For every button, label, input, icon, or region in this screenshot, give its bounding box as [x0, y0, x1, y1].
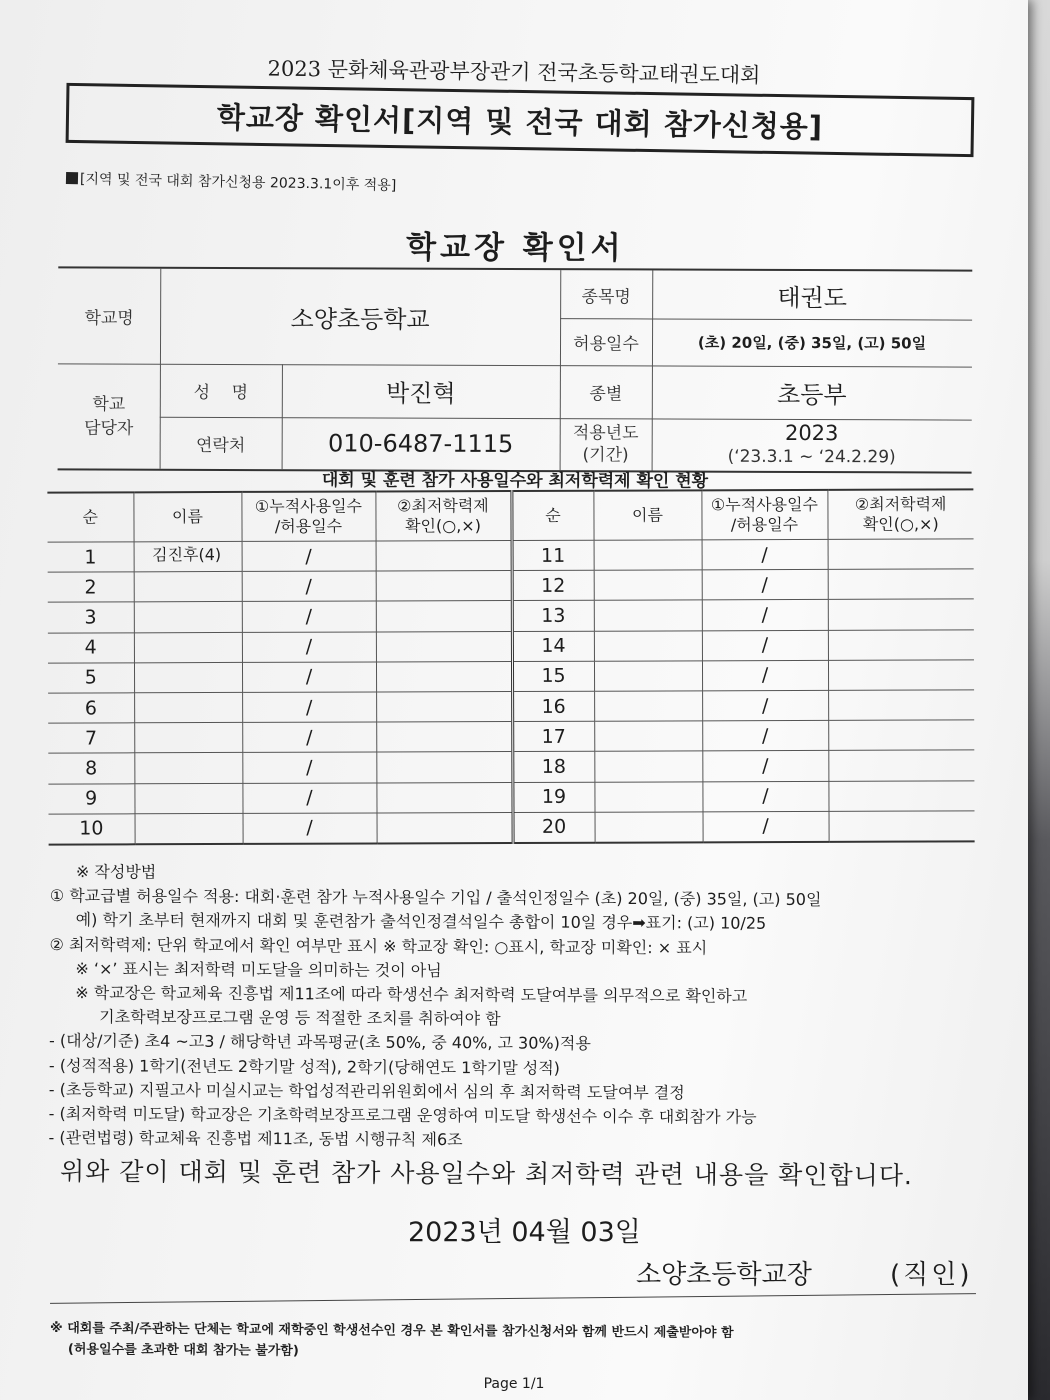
row-number: 10: [49, 814, 135, 845]
official-stamp-label: (직인): [890, 1260, 973, 1290]
year-value-cell: [652, 418, 972, 471]
boxed-title: 학교장 확인서[지역 및 전국 대회 참가신청용]: [66, 83, 975, 157]
year-label-line1: 적용년도: [572, 423, 639, 444]
table-row: [48, 599, 974, 632]
table-row: [48, 720, 974, 753]
header-acad-right: [827, 489, 973, 539]
header-name: 이름: [133, 492, 241, 542]
division-label: 종별: [589, 384, 623, 405]
header-acad-right-line1: ②최저학력제: [854, 494, 947, 514]
academic-check-cell: [376, 752, 512, 783]
days-used-cell: /: [702, 630, 828, 661]
info-grid: [58, 266, 973, 473]
note-line: ※ 학교장은 학교체육 진흥법 제11조에 따라 학생선수 최저학력 도달여부를 의무적으로 확인하고: [75, 983, 748, 1006]
table-row: [49, 811, 975, 845]
academic-check-cell: [376, 631, 512, 662]
athlete-name: [134, 783, 242, 814]
academic-check-cell: [828, 720, 974, 751]
academic-check-cell: [828, 629, 974, 660]
row-number: 12: [512, 570, 594, 600]
athlete-name: [594, 781, 702, 812]
athlete-name: [134, 602, 242, 633]
days-used-cell: /: [702, 600, 828, 631]
row-number: 9: [48, 783, 134, 813]
days-used-cell: /: [242, 632, 376, 663]
writing-instructions: [48, 860, 980, 1155]
athlete-name: [594, 721, 702, 752]
confirmation-statement: 위와 같이 대회 및 훈련 참가 사용일수와 최저학력 관련 내용을 확인합니다.: [59, 1156, 913, 1191]
division-value: 초등부: [777, 380, 847, 410]
academic-check-cell: [828, 690, 974, 721]
days-used-cell: /: [242, 782, 376, 813]
days-used-cell: /: [242, 752, 376, 783]
sub-note-text: [지역 및 전국 대회 참가신청용 2023.3.1이후 적용]: [79, 171, 397, 194]
divider: [50, 1293, 976, 1304]
notes-heading: ※ 작성방법: [75, 862, 157, 882]
academic-check-cell: [376, 722, 512, 753]
contact-label-line2: 담당자: [84, 417, 134, 439]
contact-label: [58, 363, 160, 468]
name-value: 박진혁: [386, 379, 456, 408]
header-days-right: [701, 490, 827, 540]
athlete-name: [594, 751, 702, 782]
table-row: [48, 750, 974, 783]
year-label-line2: (기간): [582, 445, 629, 466]
header-days-right-line1: ①누적사용일수: [710, 494, 819, 515]
athlete-name: [134, 723, 242, 754]
issue-date: 2023년 04월 03일: [408, 1217, 641, 1248]
row-number: 17: [512, 721, 594, 751]
athlete-name: [134, 753, 242, 784]
days-used-cell: /: [702, 539, 828, 570]
roster-header-row: [47, 489, 973, 542]
sport-label: 종목명: [581, 286, 631, 307]
page-number: Page 1/1: [483, 1376, 545, 1392]
row-number: 4: [48, 632, 134, 662]
days-used-cell: /: [242, 601, 376, 632]
athlete-name: [595, 812, 703, 843]
academic-check-cell: [828, 599, 974, 630]
days-used-cell: /: [702, 751, 828, 782]
row-number: 15: [512, 661, 594, 691]
athlete-name: [594, 600, 702, 631]
athlete-name: [134, 692, 242, 723]
academic-check-cell: [828, 780, 974, 811]
header-days-line1: ①누적사용일수: [254, 496, 363, 516]
academic-check-cell: [828, 660, 974, 691]
note-line: - (대상/기준) 초4 ~고3 / 해당학년 과목평균(초 50%, 중 40%, 고 30%)적용: [49, 1031, 591, 1054]
athlete-name: [594, 570, 702, 601]
row-number: 5: [48, 663, 134, 693]
row-number: 20: [513, 812, 595, 843]
note-line: - (관련법령) 학교체육 진흥법 제11조, 동법 시행규칙 제6조: [48, 1128, 463, 1150]
row-number: 3: [48, 602, 134, 632]
row-number: 1: [48, 542, 134, 572]
academic-check-cell: [828, 750, 974, 781]
header-days-right-line2: /허용일수: [730, 514, 799, 535]
phone-label: 연락처: [195, 435, 246, 456]
sub-note: [66, 168, 397, 195]
table-row: [48, 660, 974, 693]
academic-check-cell: [376, 691, 512, 722]
header-name-right: 이름: [593, 490, 701, 540]
days-used-cell: /: [702, 721, 828, 752]
header-acad: [375, 491, 511, 541]
row-number: 13: [512, 601, 594, 631]
footnote: [50, 1318, 734, 1365]
note-line: 예) 학기 초부터 현재까지 대회 및 훈련참가 출석인정결석일수 총합이 10일 경우➡표기: (고) 10/25: [75, 910, 767, 934]
academic-check-cell: [828, 539, 974, 570]
academic-check-cell: [377, 812, 513, 843]
note-line: 기초학력보장프로그램 운영 등 적절한 조치를 취하여야 함: [99, 1007, 501, 1029]
row-number: 11: [512, 540, 594, 570]
table-row: [48, 690, 974, 723]
athlete-name: [594, 691, 702, 722]
school-label: 학교명: [84, 308, 134, 329]
athlete-name: [134, 572, 242, 603]
allowed-days-label: 허용일수: [573, 334, 639, 355]
note-line: - (최저학력 미도달) 학교장은 기초학력보장프로그램 운영하여 미도달 학생선수 이수 후 대회참가 가능: [48, 1104, 757, 1127]
days-used-cell: /: [242, 571, 376, 602]
roster-body: [48, 539, 975, 845]
note-line: ① 학교급별 허용일수 적용: 대회·훈련 참가 누적사용일수 기입 / 출석인정일수 (초) 20일, (중) 35일, (고) 50일: [49, 886, 822, 910]
header-days: [241, 491, 375, 541]
year-period: (‘23.3.1 ~ ‘24.2.29): [727, 446, 896, 468]
athlete-name: 김진후(4): [134, 541, 242, 572]
signer-title: 소양초등학교장: [636, 1260, 812, 1290]
table-row: [48, 629, 974, 662]
academic-check-cell: [376, 601, 512, 632]
athlete-name: [134, 632, 242, 663]
row-number: 14: [512, 631, 594, 661]
table-row: [48, 539, 974, 572]
header-acad-line1: ②최저학력제: [397, 496, 489, 516]
days-used-cell: /: [702, 570, 828, 601]
header-num-right: 순: [511, 491, 593, 541]
sport-value: 태권도: [777, 283, 848, 312]
form-title: 학교장 확인서: [406, 229, 625, 267]
athlete-name: [594, 540, 702, 571]
name-label: 성 명: [193, 382, 249, 404]
academic-check-cell: [376, 661, 512, 692]
days-used-cell: /: [242, 722, 376, 753]
row-number: 8: [48, 753, 134, 783]
days-used-cell: /: [702, 660, 828, 691]
info-table: [58, 226, 973, 473]
athlete-name: [594, 661, 702, 692]
year-label: [560, 418, 652, 470]
days-used-cell: /: [702, 781, 828, 812]
contact-label-line1: 학교: [92, 394, 126, 415]
note-line: ※ ‘×’ 표시는 최저학력 미도달을 의미하는 것이 아님: [75, 958, 442, 980]
background-desk: [1028, 0, 1050, 1400]
school-value: 소양초등학교: [290, 305, 430, 334]
phone-value: 010-6487-1115: [327, 429, 514, 458]
roster-table: [47, 488, 974, 845]
days-used-cell: /: [702, 690, 828, 721]
square-bullet-icon: [66, 172, 78, 184]
allowed-days-value: (초) 20일, (중) 35일, (고) 50일: [697, 333, 927, 353]
table-row: [48, 569, 974, 602]
days-used-cell: /: [703, 811, 829, 842]
event-title: 2023 문화체육관광부장관기 전국초등학교태권도대회: [267, 56, 761, 88]
days-used-cell: /: [242, 662, 376, 693]
row-number: 6: [48, 693, 134, 723]
academic-check-cell: [376, 782, 512, 813]
table-row: [48, 780, 974, 813]
header-num: 순: [47, 492, 133, 542]
row-number: 2: [48, 572, 134, 602]
academic-check-cell: [376, 540, 512, 571]
row-number: 16: [512, 691, 594, 721]
row-number: 7: [48, 723, 134, 753]
athlete-name: [134, 662, 242, 693]
footnote-line1: ※ 대회를 주최/주관하는 단체는 학교에 재학중인 학생선수인 경우 본 확인서를 참가신청서와 함께 반드시 제출받아야 함: [50, 1321, 734, 1341]
athlete-name: [594, 630, 702, 661]
header-acad-right-line2: 확인(○,×): [862, 514, 939, 534]
year-value: 2023: [784, 420, 839, 446]
academic-check-cell: [376, 571, 512, 602]
row-number: 19: [512, 782, 594, 812]
footnote-line2: (허용일수를 초과한 대회 참가는 불가함): [67, 1342, 299, 1359]
academic-check-cell: [828, 569, 974, 600]
row-number: 18: [512, 752, 594, 782]
note-line: ② 최저학력제: 단위 학교에서 확인 여부만 표시 ※ 학교장 확인: ○표시, 학교장 미확인: × 표시: [49, 934, 708, 958]
days-used-cell: /: [243, 813, 377, 844]
athlete-name: [135, 813, 243, 844]
note-line: - (성적적용) 1학기(전년도 2학기말 성적), 2학기(당해연도 1학기말 성적): [48, 1055, 561, 1078]
note-line: - (초등학교) 지필고사 미실시교는 학업성적관리위원회에서 심의 후 최저학력 도달여부 결정: [48, 1079, 685, 1103]
header-acad-line2: 확인(○,×): [405, 516, 481, 536]
academic-check-cell: [829, 811, 975, 842]
days-used-cell: /: [242, 541, 376, 572]
days-used-cell: /: [242, 692, 376, 723]
status-title: 대회 및 훈련 참가 사용일수와 최저학력제 확인 현황: [321, 470, 709, 492]
header-days-line2: /허용일수: [274, 516, 343, 536]
